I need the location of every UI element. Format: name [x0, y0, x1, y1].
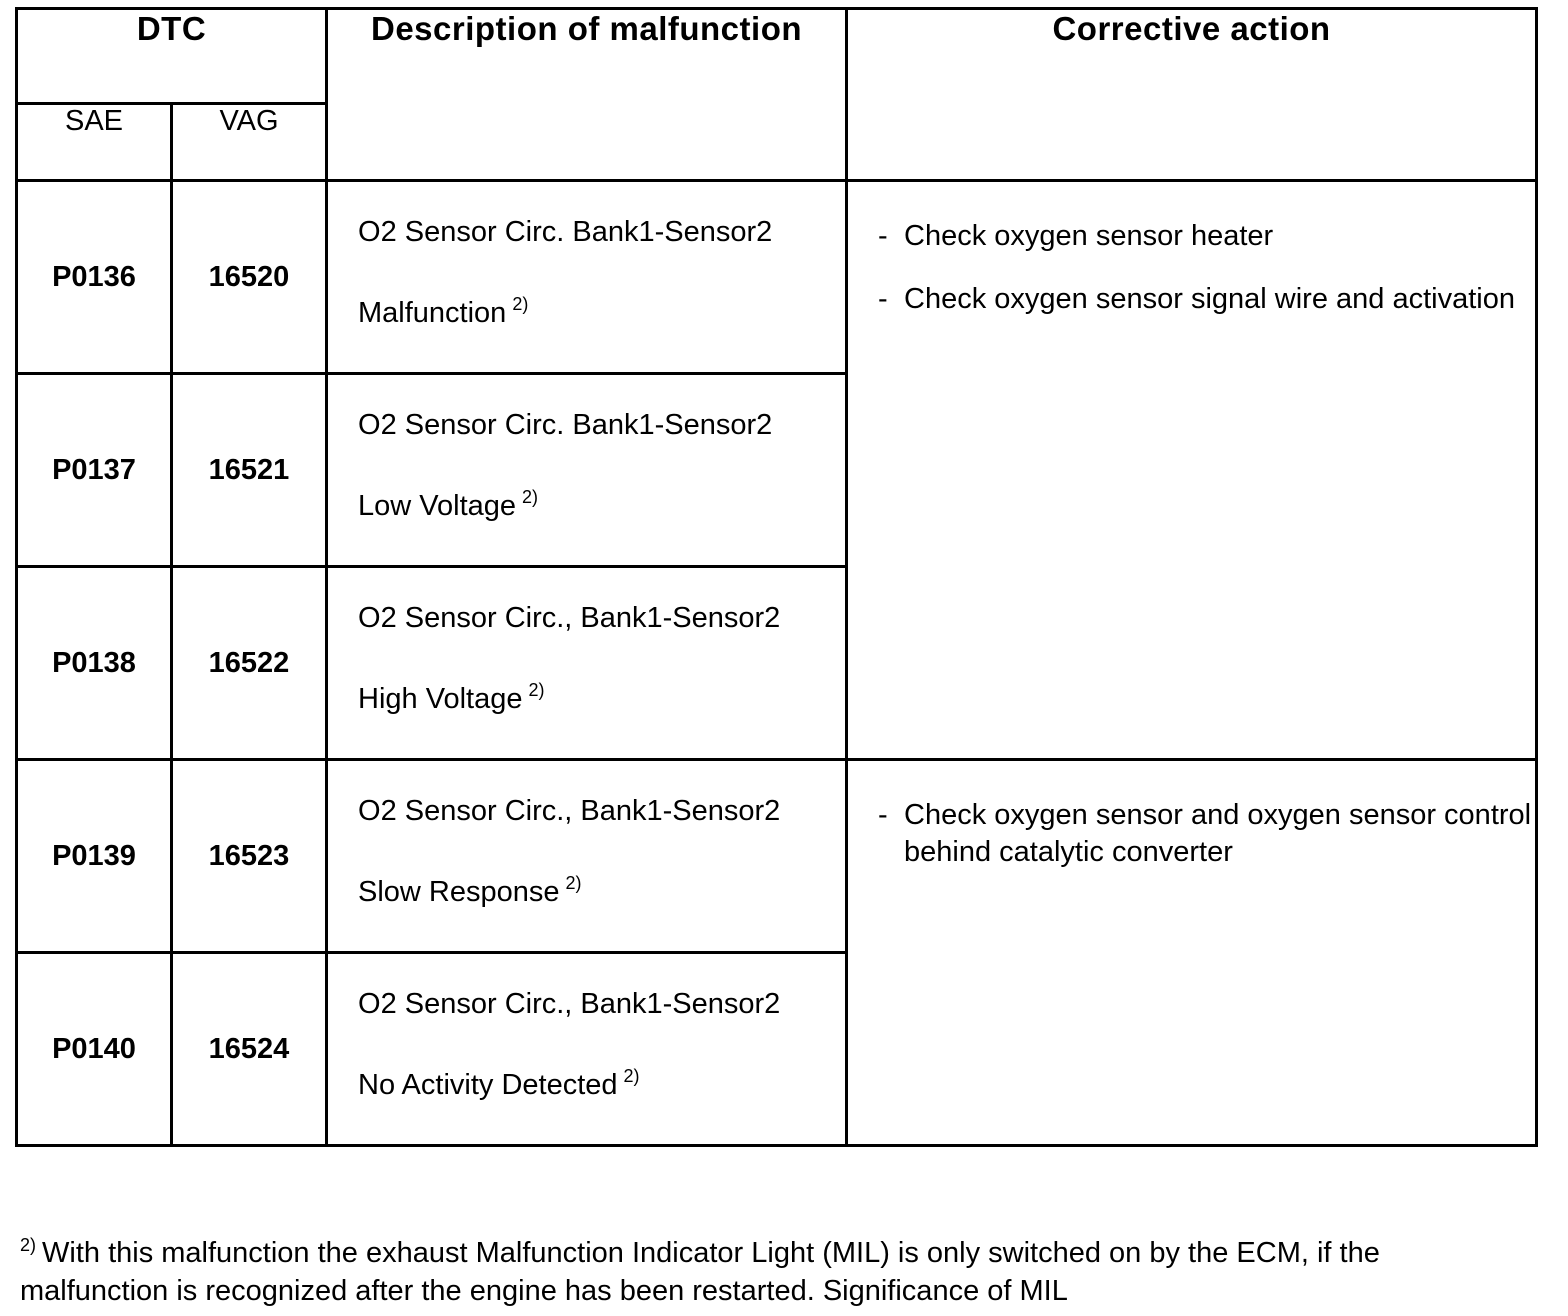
action-item: - Check oxygen sensor and oxygen sensor control behind catalytic converter [878, 797, 1535, 871]
sae-code: P0140 [17, 953, 172, 1146]
sae-code: P0137 [17, 374, 172, 567]
dtc-table [15, 7, 1538, 1147]
footnote-ref: 2) [528, 680, 545, 700]
table-row [17, 181, 1537, 374]
description-cell [327, 953, 847, 1146]
header-corrective-action: Corrective action [847, 9, 1537, 181]
header-row [17, 9, 1537, 104]
footnote [20, 1226, 1400, 1310]
footnote-ref: 2) [512, 294, 529, 314]
action-item: - Check oxygen sensor heater [878, 218, 1535, 255]
description-cell [327, 181, 847, 374]
action-list [878, 218, 1535, 318]
footnote-text: With this malfunction the exhaust Malfunction Indicator Light (MIL) is only switched on by the ECM, if the malfunction is recognized after the engine has been restarted. Significance of MIL [20, 1237, 1380, 1307]
sae-code: P0139 [17, 760, 172, 953]
header-description: Description of malfunction [327, 9, 847, 181]
corrective-action-cell [847, 760, 1537, 1146]
description-line2: Malfunction $^{2)}$ [358, 294, 529, 329]
description-line1: O2 Sensor Circ., Bank1-Sensor2 [358, 795, 781, 827]
header-dtc: DTC [17, 9, 327, 104]
description-line1: O2 Sensor Circ., Bank1-Sensor2 [358, 988, 781, 1020]
sae-code: P0138 [17, 567, 172, 760]
action-item: - Check oxygen sensor signal wire and activation [878, 281, 1535, 318]
description-cell [327, 567, 847, 760]
vag-code: 16524 [172, 953, 327, 1146]
description-line2: High Voltage $^{2)}$ [358, 680, 545, 715]
description-cell [327, 760, 847, 953]
description-line2: Low Voltage $^{2)}$ [358, 487, 539, 522]
vag-code: 16521 [172, 374, 327, 567]
description-line1: O2 Sensor Circ. Bank1-Sensor2 [358, 409, 773, 441]
table-row [17, 760, 1537, 953]
description-line1: O2 Sensor Circ. Bank1-Sensor2 [358, 216, 773, 248]
description-line2: No Activity Detected $^{2)}$ [358, 1066, 640, 1101]
vag-code: 16523 [172, 760, 327, 953]
description-line2: Slow Response $^{2)}$ [358, 873, 582, 908]
bullet-dash: - [878, 283, 888, 315]
footnote-ref: 2) [522, 487, 539, 507]
bullet-dash: - [878, 799, 888, 831]
action-list [878, 797, 1535, 871]
bullet-dash: - [878, 220, 888, 252]
footnote-ref: 2) [623, 1066, 640, 1086]
vag-code: 16520 [172, 181, 327, 374]
vag-code: 16522 [172, 567, 327, 760]
corrective-action-cell [847, 181, 1537, 760]
sae-code: P0136 [17, 181, 172, 374]
subheader-vag: VAG [172, 104, 327, 181]
description-line1: O2 Sensor Circ., Bank1-Sensor2 [358, 602, 781, 634]
footnote-ref: 2) [565, 873, 582, 893]
footnote-marker: 2) [20, 1235, 37, 1255]
subheader-sae: SAE [17, 104, 172, 181]
description-cell [327, 374, 847, 567]
